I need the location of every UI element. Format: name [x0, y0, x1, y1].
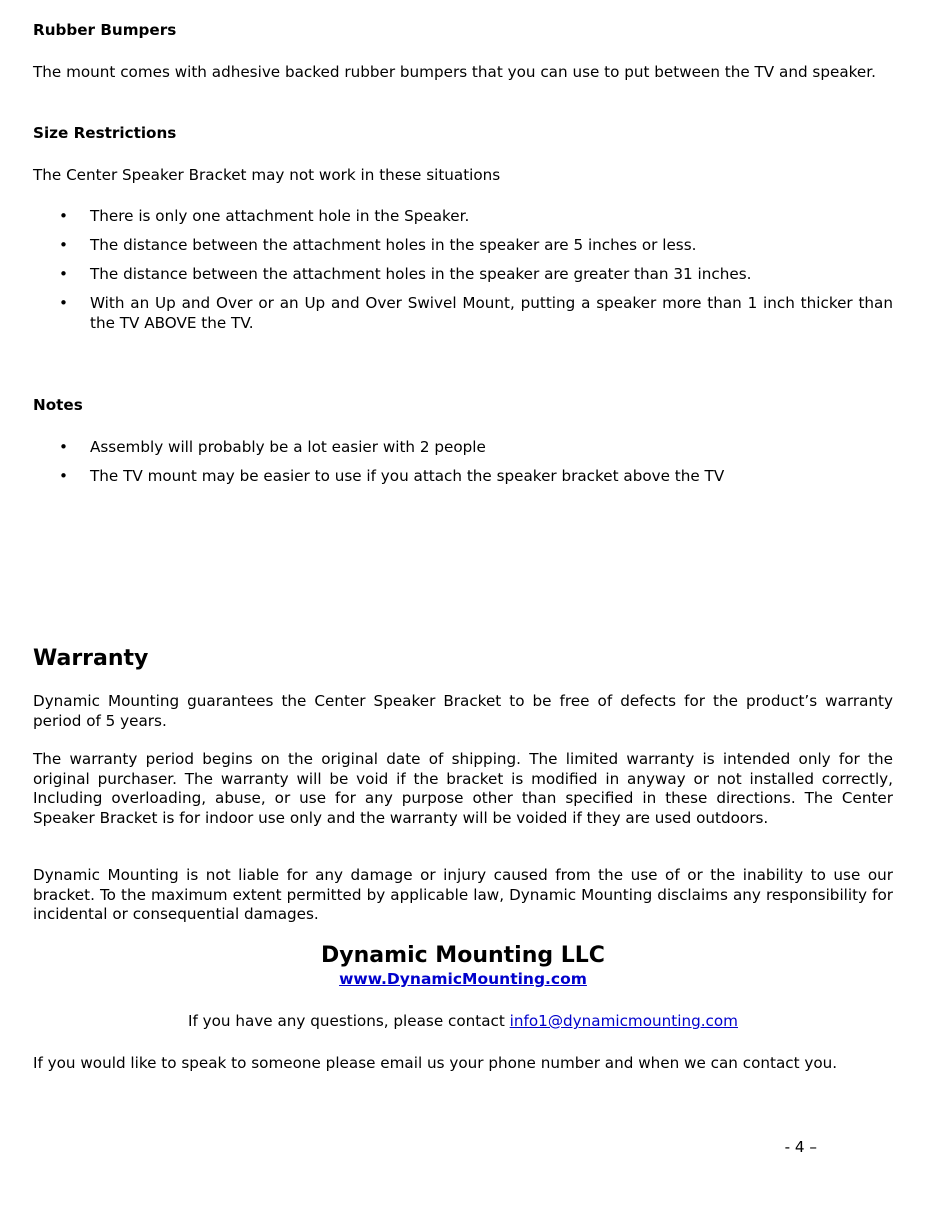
list-item: • The distance between the attachment holes in the speaker are greater than 31 inches.	[33, 265, 893, 285]
questions-line	[33, 1012, 893, 1032]
speak-text: If you would like to speak to someone please email us your phone number and when we can contact you.	[33, 1054, 838, 1072]
warranty-paragraph-3: Dynamic Mounting is not liable for any damage or injury caused from the use of or the inability to use our bracket. To the maximum extent permitted by applicable law, Dynamic Mounting disclaims any responsibility for incidental or consequential damages.	[33, 866, 893, 923]
warranty-heading: Warranty	[33, 646, 149, 671]
size-restrictions-intro: The Center Speaker Bracket may not work in these situations	[33, 166, 501, 184]
rubber-bumpers-heading: Rubber Bumpers	[33, 21, 177, 39]
list-item: • Assembly will probably be a lot easier with 2 people	[33, 438, 893, 458]
email-link[interactable]: info1@dynamicmounting.com	[509, 1012, 738, 1030]
warranty-paragraph-2: The warranty period begins on the original date of shipping. The limited warranty is intended only for the original purchaser. The warranty will be void if the bracket is modified in anyway or not installed correctly, Including overloading, abuse, or use for any purpose other than specified in these directions. The Center Speaker Bracket is for indoor use only and the warranty will be voided if they are used outdoors.	[33, 750, 893, 827]
list-item: • The distance between the attachment holes in the speaker are 5 inches or less.	[33, 236, 893, 256]
notes-list	[33, 438, 893, 487]
list-item: • With an Up and Over or an Up and Over Swivel Mount, putting a speaker more than 1 inch thicker than the TV ABOVE the TV.	[33, 294, 893, 333]
size-restrictions-list	[33, 207, 893, 333]
rubber-bumpers-text: The mount comes with adhesive backed rubber bumpers that you can use to put between the TV and speaker.	[33, 63, 876, 81]
website-line	[33, 970, 893, 990]
website-link[interactable]: www.DynamicMounting.com	[339, 970, 587, 988]
size-restrictions-heading: Size Restrictions	[33, 124, 177, 142]
questions-text: If you have any questions, please contact	[188, 1012, 510, 1030]
list-item: • The TV mount may be easier to use if you attach the speaker bracket above the TV	[33, 467, 893, 487]
notes-heading: Notes	[33, 396, 83, 414]
warranty-paragraph-1: Dynamic Mounting guarantees the Center Speaker Bracket to be free of defects for the product’s warranty period of 5 years.	[33, 692, 893, 730]
page-number: - 4 –	[784, 1138, 817, 1156]
list-item: • There is only one attachment hole in the Speaker.	[33, 207, 893, 227]
company-name: Dynamic Mounting LLC	[321, 943, 605, 968]
